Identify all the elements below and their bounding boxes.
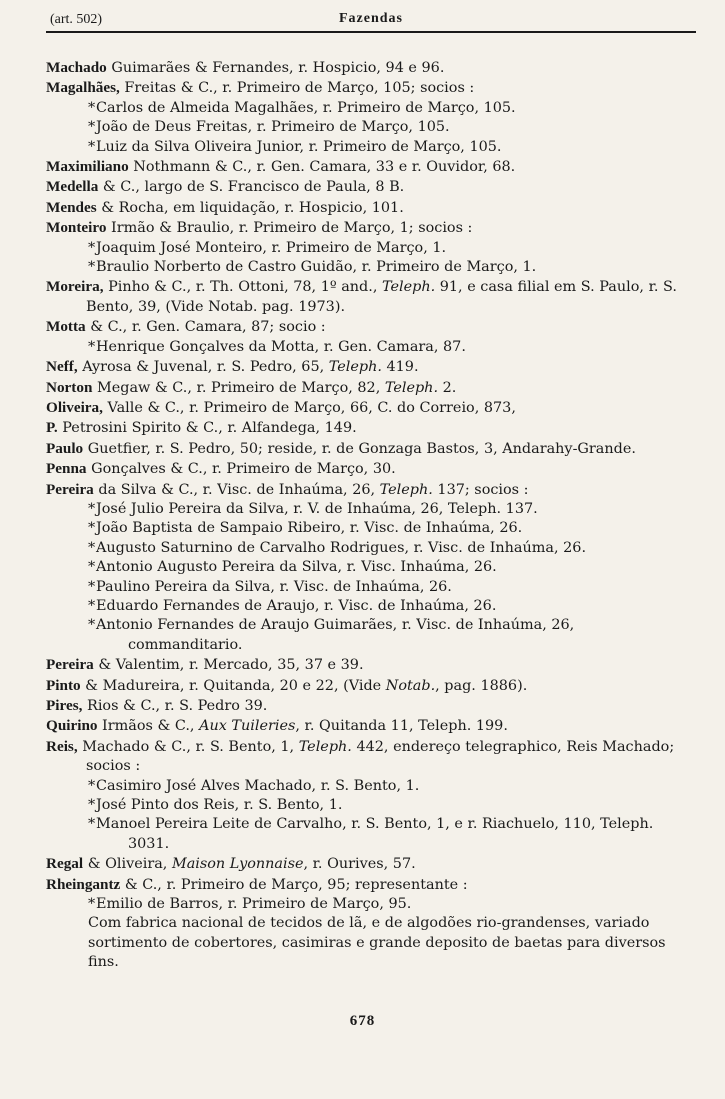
partner-entry <box>46 895 678 914</box>
asterisk-mark: * <box>88 99 96 116</box>
firm-name: Magalhães, <box>46 79 120 97</box>
partner-entry <box>46 597 678 616</box>
entry-text: Augusto Saturnino de Carvalho Rodrigues, r. Visc. de Inhaúma, 26. <box>96 539 587 556</box>
entry-text: Eduardo Fernandes de Araujo, r. Visc. de Inhaúma, 26. <box>96 597 497 614</box>
firm-name: Regal <box>46 855 84 873</box>
header-rule <box>46 31 696 33</box>
firm-entry <box>46 277 678 317</box>
firm-name: Norton <box>46 378 93 396</box>
partner-entry <box>46 258 678 277</box>
partner-entry <box>46 558 678 577</box>
partner-entry <box>46 519 678 538</box>
firm-name: Maximiliano <box>46 158 129 176</box>
entry-text: Carlos de Almeida Magalhães, r. Primeiro de Março, 105. <box>96 99 516 116</box>
entry-text: Gonçalves & C., r. Primeiro de Março, 30. <box>86 461 396 478</box>
firm-entry <box>46 78 678 98</box>
firm-entry <box>46 676 678 696</box>
firm-entry <box>46 737 678 777</box>
firm-name: Motta <box>46 318 86 336</box>
entry-text: Valle & C., r. Primeiro de Março, 66, C. do Correio, 873, <box>102 399 516 416</box>
entry-text: Megaw & C., r. Primeiro de Março, 82, <box>92 379 385 396</box>
entry-text: & Oliveira, <box>83 856 172 873</box>
firm-name: Moreira, <box>46 278 104 296</box>
entry-text: Petrosini Spirito & C., r. Alfandega, 149. <box>57 420 357 437</box>
entry-text: Henrique Gonçalves da Motta, r. Gen. Camara, 87. <box>96 338 466 355</box>
firm-name: P. <box>46 419 58 437</box>
entry-text-after: , r. Ourives, 57. <box>303 856 416 873</box>
entry-text-after: 91, e casa filial em S. Paulo, r. S. Bento, 39, (Vide Notab. pag. 1973). <box>86 279 677 315</box>
asterisk-mark: * <box>88 896 96 913</box>
asterisk-mark: * <box>88 138 96 155</box>
partner-entry <box>46 578 678 597</box>
entry-text: João de Deus Freitas, r. Primeiro de Março, 105. <box>96 119 450 136</box>
entry-text: Antonio Fernandes de Araujo Guimarães, r. Visc. de Inhaúma, 26, commanditario. <box>96 617 575 653</box>
firm-name: Pires, <box>46 697 83 714</box>
entry-text: Guetfier, r. S. Pedro, 50; reside, r. de Gonzaga Bastos, 3, Andarahy-Grande. <box>83 440 636 457</box>
entry-text-after: 442, endereço telegraphico, Reis Machado; socios : <box>86 738 675 775</box>
firm-entry <box>46 218 678 238</box>
firm-entry <box>46 480 678 500</box>
entry-text: da Silva & C., r. Visc. de Inhaúma, 26, <box>93 481 380 498</box>
entry-text: Rios & C., r. S. Pedro 39. <box>82 698 268 714</box>
asterisk-mark: * <box>88 119 96 136</box>
firm-entry <box>46 157 678 177</box>
italic-text: Maison Lyonnaise <box>171 856 304 873</box>
asterisk-mark: * <box>88 559 96 576</box>
partner-entry <box>46 138 678 157</box>
firm-name: Pereira <box>46 656 94 674</box>
partner-entry <box>46 338 678 357</box>
firm-entry <box>46 317 678 337</box>
entry-text: Joaquim José Monteiro, r. Primeiro de Março, 1. <box>96 239 447 256</box>
italic-text: Teleph. <box>298 738 352 755</box>
firm-entry <box>46 378 678 398</box>
asterisk-mark: * <box>88 816 96 833</box>
asterisk-mark: * <box>88 617 96 634</box>
entry-list <box>46 58 678 973</box>
entry-text-after: , pag. 1886). <box>435 677 528 694</box>
asterisk-mark: * <box>88 539 96 556</box>
firm-name: Rheingantz <box>46 875 121 893</box>
firm-entry <box>46 459 678 479</box>
entry-text: Braulio Norberto de Castro Guidão, r. Primeiro de Março, 1. <box>96 259 537 276</box>
entry-text: José Pinto dos Reis, r. S. Bento, 1. <box>96 797 343 814</box>
firm-name: Monteiro <box>46 219 107 237</box>
asterisk-mark: * <box>88 797 96 814</box>
asterisk-mark: * <box>88 520 96 537</box>
asterisk-mark: * <box>88 500 96 517</box>
entry-text: Nothmann & C., r. Gen. Camara, 33 e r. Ouvidor, 68. <box>128 159 516 176</box>
entry-text-after: 137; socios : <box>432 481 529 498</box>
partner-entry <box>46 777 678 796</box>
entry-text: Ayrosa & Juvenal, r. S. Pedro, 65, <box>77 359 329 376</box>
asterisk-mark: * <box>88 338 96 355</box>
firm-name: Reis, <box>46 737 78 755</box>
firm-entry <box>46 875 678 895</box>
asterisk-mark: * <box>88 578 96 595</box>
italic-text: Teleph. <box>379 481 433 498</box>
entry-text: Casimiro José Alves Machado, r. S. Bento, 1. <box>96 777 420 794</box>
firm-name: Paulo <box>46 439 84 457</box>
asterisk-mark: * <box>88 259 96 276</box>
italic-text: Notab. <box>385 677 436 694</box>
entry-text: & C., r. Primeiro de Março, 95; representante : <box>120 876 468 893</box>
partner-entry <box>46 239 678 258</box>
entry-text: Luiz da Silva Oliveira Junior, r. Primeiro de Março, 105. <box>96 138 502 155</box>
firm-entry <box>46 198 678 218</box>
partner-entry <box>46 99 678 118</box>
firm-name: Neff, <box>46 358 78 376</box>
entry-text: & Valentim, r. Mercado, 35, 37 e 39. <box>93 657 364 674</box>
partner-entry <box>46 118 678 137</box>
entry-text: Manoel Pereira Leite de Carvalho, r. S. Bento, 1, e r. Riachuelo, 110, Teleph. 3031. <box>96 816 654 852</box>
entry-text: & Rocha, em liquidação, r. Hospicio, 101. <box>96 199 404 216</box>
note-entry <box>46 914 678 972</box>
entry-text: José Julio Pereira da Silva, r. V. de Inhaúma, 26, Teleph. 137. <box>96 500 538 517</box>
firm-entry <box>46 418 678 438</box>
entry-text: Machado & C., r. S. Bento, 1, <box>77 738 299 755</box>
italic-text: Teleph. <box>382 279 436 296</box>
entry-text: & C., r. Gen. Camara, 87; socio : <box>85 319 326 336</box>
entry-text: & C., largo de S. Francisco de Paula, 8 B. <box>98 179 405 196</box>
italic-text: Teleph. <box>384 379 439 396</box>
firm-entry <box>46 854 678 874</box>
partner-entry <box>46 796 678 815</box>
entry-text-after: 2. <box>438 379 457 396</box>
firm-name: Pereira <box>46 480 94 498</box>
page-title: Fazendas <box>339 11 403 26</box>
partner-entry <box>46 500 678 519</box>
entry-text: Freitas & C., r. Primeiro de Março, 105; socios : <box>119 80 475 97</box>
entry-text: & Madureira, r. Quitanda, 20 e 22, (Vide <box>80 677 386 694</box>
firm-entry <box>46 398 678 418</box>
entry-text: Irmãos & C., <box>97 718 200 735</box>
entry-text: Com fabrica nacional de tecidos de lã, e de algodões rio-grandenses, variado sortimento de cobertores, casimiras e grande deposito de baetas para diversos fins. <box>88 915 666 971</box>
firm-entry <box>46 177 678 197</box>
page-number: 678 <box>349 1013 376 1029</box>
firm-name: Penna <box>46 460 87 478</box>
firm-name: Mendes <box>46 198 97 216</box>
firm-name: Quirino <box>46 717 98 735</box>
entry-text: Antonio Augusto Pereira da Silva, r. Visc. Inhaúma, 26. <box>96 559 497 576</box>
entry-text-after: , r. Quitanda 11, Teleph. 199. <box>295 718 508 735</box>
firm-entry <box>46 439 678 459</box>
asterisk-mark: * <box>88 597 96 614</box>
firm-name: Machado <box>46 59 107 76</box>
firm-entry <box>46 655 678 675</box>
entry-text-after: 419. <box>381 359 419 376</box>
entry-text: Pinho & C., r. Th. Ottoni, 78, 1º and., <box>103 279 382 296</box>
entry-text: Guimarães & Fernandes, r. Hospicio, 94 e 96. <box>106 60 445 76</box>
entry-text: Emilio de Barros, r. Primeiro de Março, 95. <box>96 896 412 913</box>
entry-text: João Baptista de Sampaio Ribeiro, r. Visc. de Inhaúma, 26. <box>96 520 523 537</box>
firm-entry <box>46 696 678 716</box>
partner-entry <box>46 616 678 655</box>
firm-entry <box>46 716 678 736</box>
article-reference: (art. 502) <box>50 12 103 27</box>
page-header <box>46 8 696 30</box>
firm-entry <box>46 58 678 78</box>
asterisk-mark: * <box>88 777 96 794</box>
firm-entry <box>46 357 678 377</box>
firm-name: Oliveira, <box>46 398 103 416</box>
entry-text: Irmão & Braulio, r. Primeiro de Março, 1; socios : <box>106 220 473 237</box>
entry-text: Paulino Pereira da Silva, r. Visc. de Inhaúma, 26. <box>96 578 452 595</box>
firm-name: Pinto <box>46 676 81 694</box>
partner-entry <box>46 815 678 854</box>
firm-name: Medella <box>46 178 99 196</box>
italic-text: Aux Tuileries <box>199 718 296 735</box>
italic-text: Teleph. <box>328 359 382 376</box>
partner-entry <box>46 539 678 558</box>
asterisk-mark: * <box>88 239 96 256</box>
